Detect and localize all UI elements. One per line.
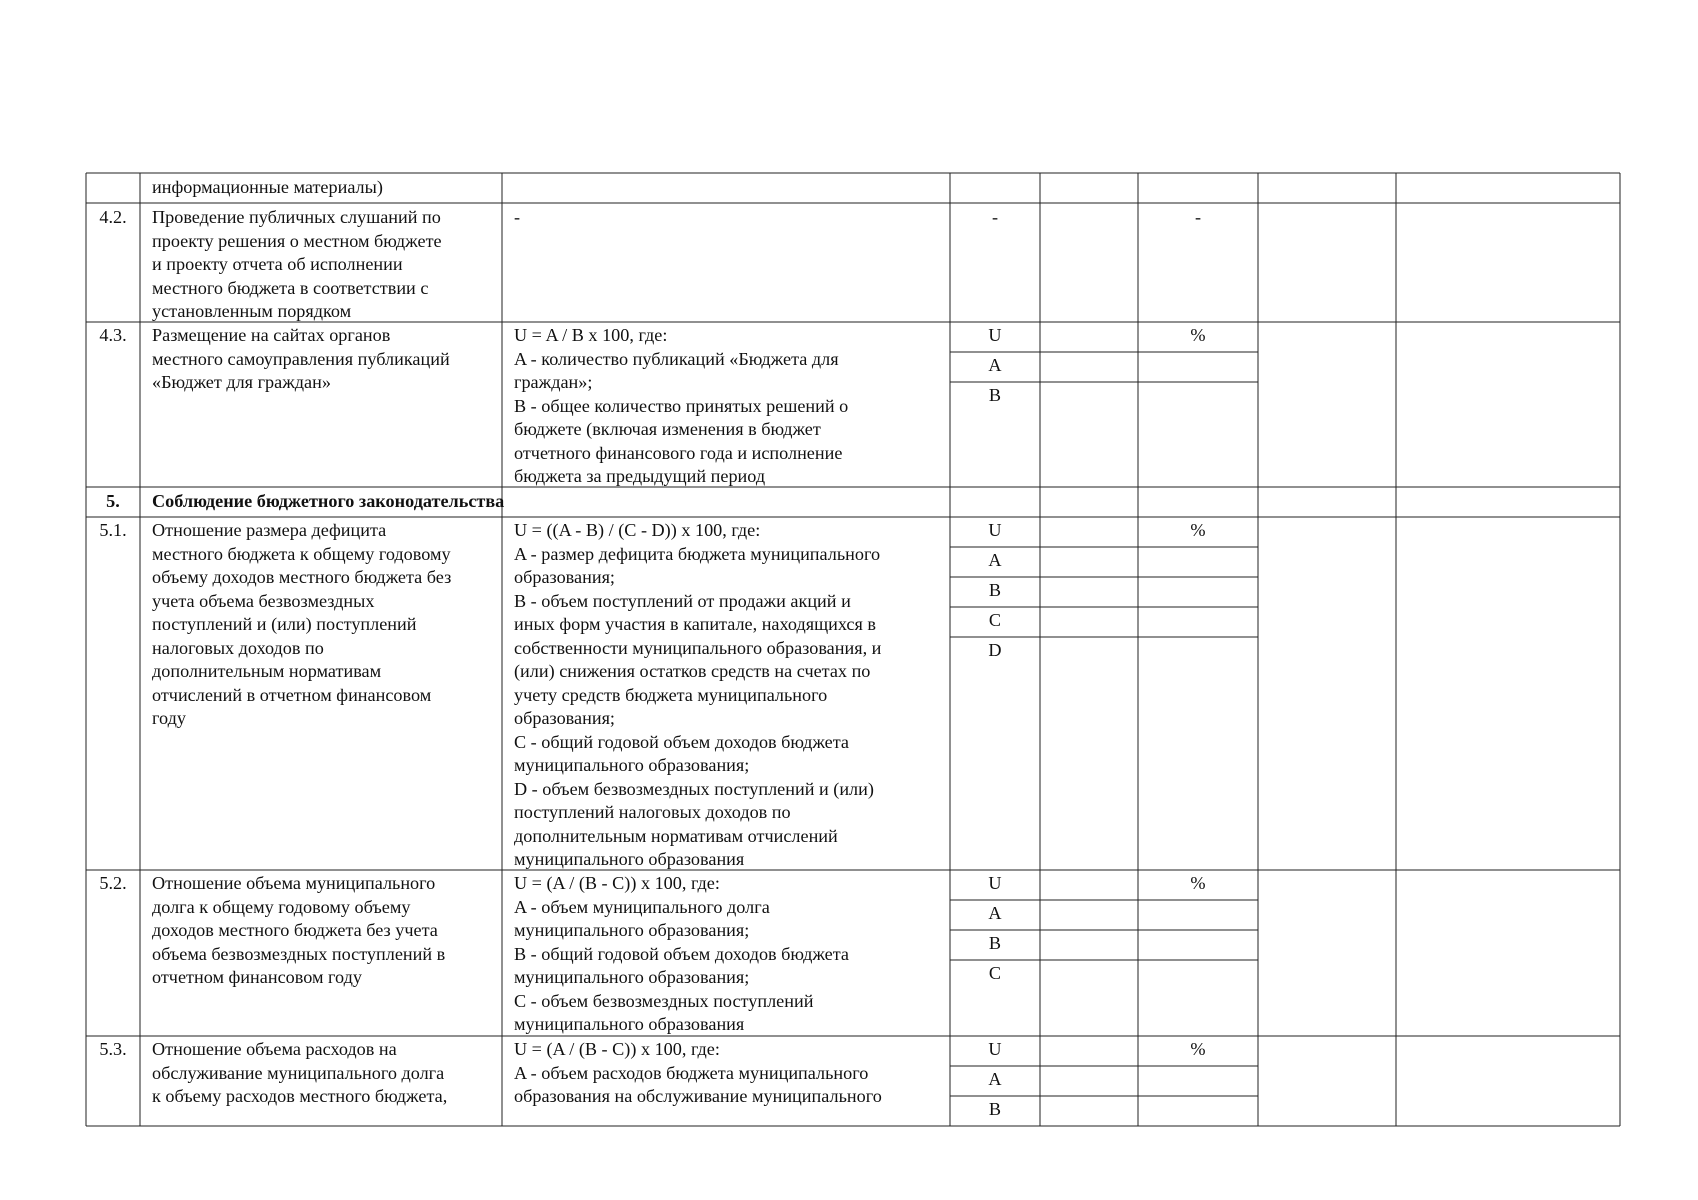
row-4-3-var-u: U [988, 325, 1002, 345]
row-5-2-formula: U = (A / (B - C)) x 100, где: A - объем муниципального долга муниципального образования; B - общий годовой объем доходов бюджета муниципального образования; C - объем безвозмездных поступлений муниципального образования [514, 873, 849, 1034]
row-5-3-var-b: B [988, 1099, 1002, 1119]
row-5-1-var-c: C [988, 610, 1002, 630]
row-4-3-number: 4.3. [99, 325, 127, 345]
row-continuation-description: информационные материалы) [152, 177, 383, 197]
section-5-title: Соблюдение бюджетного законодательства [152, 491, 505, 511]
row-4-2-number: 4.2. [99, 207, 127, 227]
row-5-1-description: Отношение размера дефицита местного бюджета к общему годовому объему доходов местного бюджета без учета объема безвозмездных поступлений и (или) поступлений налоговых доходов по дополнительным нормативам отчислений в отчетном финансовом году [152, 520, 452, 728]
row-4-2-formula: - [514, 207, 521, 227]
row-4-3-var-b: B [988, 385, 1002, 405]
row-5-3-number: 5.3. [99, 1039, 127, 1059]
row-5-2-number: 5.2. [99, 873, 127, 893]
row-5-3-description: Отношение объема расходов на обслуживание муниципального долга к объему расходов местного бюджета, [152, 1039, 448, 1106]
row-5-1-unit: % [1190, 520, 1206, 540]
row-5-3-unit: % [1190, 1039, 1206, 1059]
row-5-1-var-b: B [988, 580, 1002, 600]
row-4-3-description: Размещение на сайтах органов местного самоуправления публикаций «Бюджет для граждан» [152, 325, 450, 392]
row-5-3-formula: U = (A / (B - C)) x 100, где: A - объем расходов бюджета муниципального образования на обслуживание муниципального [514, 1039, 882, 1106]
row-5-1-formula: U = ((A - B) / (C - D)) x 100, где: A - размер дефицита бюджета муниципального образования; B - объем поступлений от продажи акций и иных форм участия в капитале, находящихся в собственности муниципального образования, и (или) снижения остатков средств на счетах по учету средств бюджета муниципального образования; C - общий годовой объем доходов бюджета муниципального образования; D - объем безвозмездных поступлений и (или) поступлений налоговых доходов по дополнительным нормативам отчислений муниципального образования [514, 520, 882, 869]
row-5-2-var-c: C [988, 963, 1002, 983]
row-4-3-var-a: A [988, 355, 1002, 375]
row-4-3-unit: % [1190, 325, 1206, 345]
row-5-3-var-a: A [988, 1069, 1002, 1089]
row-5-1-var-a: A [988, 550, 1002, 570]
row-4-2-unit: - [1194, 207, 1202, 227]
section-5-number: 5. [106, 491, 120, 511]
row-4-2-description: Проведение публичных слушаний по проекту решения о местном бюджете и проекту отчета об исполнении местного бюджета в соответствии с установленным порядком [152, 207, 442, 321]
row-5-2-unit: % [1190, 873, 1206, 893]
row-5-2-description: Отношение объема муниципального долга к общему годовому объему доходов местного бюджета без учета объема безвозмездных поступлений в отчетном финансовом году [152, 873, 446, 987]
row-4-3-formula: U = A / B x 100, где: A - количество публикаций «Бюджета для граждан»; B - общее количество принятых решений о бюджете (включая изменения в бюджет отчетного финансового года и исполнение бюджета за предыдущий период [514, 325, 849, 486]
row-5-1-var-d: D [988, 640, 1002, 660]
row-5-2-var-b: B [988, 933, 1002, 953]
row-4-2-variable: - [991, 207, 999, 227]
row-5-1-number: 5.1. [99, 520, 127, 540]
row-5-2-var-a: A [988, 903, 1002, 923]
row-5-1-var-u: U [988, 520, 1002, 540]
row-5-3-var-u: U [988, 1039, 1002, 1059]
row-5-2-var-u: U [988, 873, 1002, 893]
